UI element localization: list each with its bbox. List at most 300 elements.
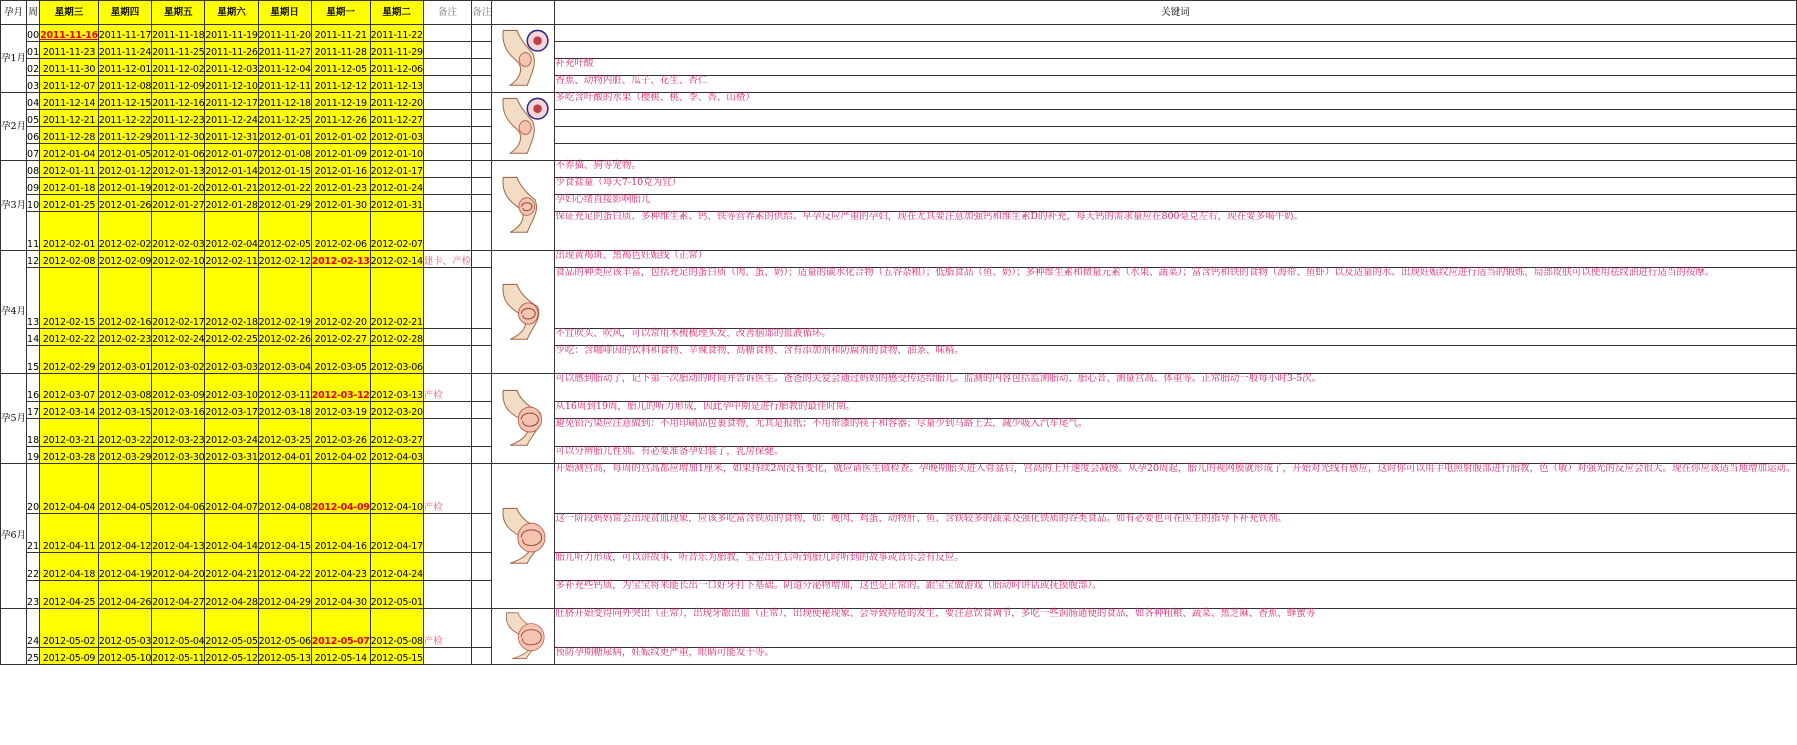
note-cell-2 (472, 581, 492, 609)
date-cell: 2011-12-16 (152, 93, 205, 110)
date-cell: 2012-02-06 (311, 212, 370, 251)
date-cell: 2011-12-03 (205, 59, 258, 76)
week-row (1, 329, 1797, 346)
week-number: 20 (27, 464, 40, 514)
date-cell: 2012-03-21 (40, 419, 99, 447)
date-cell: 2012-05-07 (311, 609, 370, 648)
keyword-cell (555, 144, 1796, 161)
illustration-cell (492, 251, 555, 374)
note-cell-2 (472, 329, 492, 346)
note-cell-2 (472, 251, 492, 268)
note-cell (423, 42, 472, 59)
note-cell-2 (472, 402, 492, 419)
month-label: 孕5月 (1, 374, 27, 464)
date-cell: 2011-12-12 (311, 76, 370, 93)
week-number: 24 (27, 609, 40, 648)
header-thu: 星期四 (98, 1, 151, 25)
date-cell: 2012-04-17 (370, 514, 423, 553)
date-cell: 2011-12-11 (258, 76, 311, 93)
week-number: 05 (27, 110, 40, 127)
keyword-cell: 这一阶段妈妈常会出现贫血现象，应该多吃富含铁质的食物，如：瘦肉、鸡蛋、动物肝、鱼、含铁较多的蔬菜及强化铁质的谷类食品。如有必要也可在医生的指导下补充铁剂。 (555, 514, 1796, 553)
note-cell-2 (472, 374, 492, 402)
date-cell: 2012-02-23 (98, 329, 151, 346)
date-cell: 2012-02-10 (152, 251, 205, 268)
date-cell: 2012-01-31 (370, 195, 423, 212)
date-cell: 2012-05-06 (258, 609, 311, 648)
date-cell: 2012-01-21 (205, 178, 258, 195)
note-cell (423, 178, 472, 195)
keyword-cell: 胎儿听力形成，可以讲故事，听音乐为胎教，宝宝出生后听到胎儿时听到的故事或音乐会有反应。 (555, 553, 1796, 581)
date-cell: 2012-03-30 (152, 447, 205, 464)
week-row (1, 514, 1797, 553)
date-cell: 2011-11-21 (311, 25, 370, 42)
date-cell: 2012-02-05 (258, 212, 311, 251)
date-cell: 2012-05-11 (152, 648, 205, 665)
date-cell: 2012-04-30 (311, 581, 370, 609)
note-cell (423, 25, 472, 42)
keyword-cell: 避免铅污染应注意做到：不用印刷品包裹食物，尤其是报纸；不用带漆的筷子和容器；尽量少到马路上去，减少吸入汽车尾气。 (555, 419, 1796, 447)
note-cell: 产检 (423, 464, 472, 514)
week-row (1, 76, 1797, 93)
week-row (1, 161, 1797, 178)
date-cell: 2012-04-07 (205, 464, 258, 514)
note-cell (423, 59, 472, 76)
header-sun: 星期日 (258, 1, 311, 25)
date-cell: 2012-05-12 (205, 648, 258, 665)
date-cell: 2012-03-26 (311, 419, 370, 447)
date-cell: 2011-11-28 (311, 42, 370, 59)
note-cell (423, 419, 472, 447)
keyword-cell (555, 25, 1796, 42)
date-cell: 2012-05-01 (370, 581, 423, 609)
date-cell: 2012-04-15 (258, 514, 311, 553)
date-cell: 2012-04-19 (98, 553, 151, 581)
week-row (1, 42, 1797, 59)
week-number: 10 (27, 195, 40, 212)
keyword-cell: 不养猫、狗等宠物。 (555, 161, 1796, 178)
date-cell: 2011-12-19 (311, 93, 370, 110)
keyword-cell: 肚脐开始变得向外突出（正常），出现牙龈出血（正常），出现便秘现象、会导致痔疮的发生，要注意饮食调节，多吃一些润肠通便的食品，如各种粗粮、蔬菜、黑芝麻、香蕉、蜂蜜等 (555, 609, 1796, 648)
date-cell: 2011-12-01 (98, 59, 151, 76)
note-cell-2 (472, 93, 492, 110)
keyword-cell: 孕妇心绪直接影响胎儿 (555, 195, 1796, 212)
date-cell: 2012-02-25 (205, 329, 258, 346)
week-row (1, 419, 1797, 447)
date-cell: 2011-12-04 (258, 59, 311, 76)
header-wed: 星期三 (40, 1, 99, 25)
date-cell: 2011-12-22 (98, 110, 151, 127)
week-row (1, 581, 1797, 609)
header-week: 周 (27, 1, 40, 25)
week-number: 11 (27, 212, 40, 251)
week-number: 18 (27, 419, 40, 447)
date-cell: 2012-04-02 (311, 447, 370, 464)
date-cell: 2012-03-18 (258, 402, 311, 419)
note-cell-2 (472, 648, 492, 665)
note-cell (423, 76, 472, 93)
date-cell: 2012-03-02 (152, 346, 205, 374)
week-number: 04 (27, 93, 40, 110)
keyword-cell: 少食盐量（每天7-10克为宜） (555, 178, 1796, 195)
pregnancy-illustration-month-6 (492, 505, 554, 568)
keyword-cell: 食品的种类应该丰富，包括充足的蛋白质（肉、蛋、奶）；适量的碳水化合物（五谷杂粮）；低脂食品（鱼、奶）；多种维生素和微量元素（水果、蔬菜）；富含钙和铁的食物（海带、鱼虾）以及适量的水。出现妊娠纹应进行适当的锻炼，局部皮肤可以使用祛纹油进行适当的按摩。 (555, 268, 1796, 329)
note-cell-2 (472, 76, 492, 93)
note-cell: 建卡、产检 (423, 251, 472, 268)
date-cell: 2012-04-09 (311, 464, 370, 514)
note-cell-2 (472, 110, 492, 127)
week-number: 01 (27, 42, 40, 59)
month-label: 孕3月 (1, 161, 27, 251)
week-number: 15 (27, 346, 40, 374)
date-cell: 2012-05-02 (40, 609, 99, 648)
week-row (1, 251, 1797, 268)
illustration-cell (492, 609, 555, 665)
illustration-cell (492, 464, 555, 609)
date-cell: 2012-01-04 (40, 144, 99, 161)
date-cell: 2011-12-25 (258, 110, 311, 127)
date-cell: 2012-02-18 (205, 268, 258, 329)
date-cell: 2012-02-03 (152, 212, 205, 251)
date-cell: 2011-12-28 (40, 127, 99, 144)
header-fri: 星期五 (152, 1, 205, 25)
date-cell: 2012-03-12 (311, 374, 370, 402)
week-row (1, 127, 1797, 144)
date-cell: 2011-12-30 (152, 127, 205, 144)
note-cell (423, 329, 472, 346)
keyword-cell (555, 127, 1796, 144)
date-cell: 2011-12-15 (98, 93, 151, 110)
date-cell: 2012-04-23 (311, 553, 370, 581)
date-cell: 2012-03-22 (98, 419, 151, 447)
illustration-cell (492, 161, 555, 251)
illustration-cell (492, 374, 555, 464)
date-cell: 2012-03-06 (370, 346, 423, 374)
date-cell: 2011-12-23 (152, 110, 205, 127)
date-cell: 2012-01-16 (311, 161, 370, 178)
date-cell: 2012-04-18 (40, 553, 99, 581)
week-number: 13 (27, 268, 40, 329)
date-cell: 2012-03-10 (205, 374, 258, 402)
header-tue: 星期二 (370, 1, 423, 25)
week-row (1, 93, 1797, 110)
date-cell: 2012-05-14 (311, 648, 370, 665)
month-label: 孕2月 (1, 93, 27, 161)
date-cell: 2012-01-19 (98, 178, 151, 195)
month-label: 孕1月 (1, 25, 27, 93)
date-cell: 2012-03-11 (258, 374, 311, 402)
header-mon: 星期一 (311, 1, 370, 25)
date-cell: 2012-01-20 (152, 178, 205, 195)
date-cell: 2012-02-17 (152, 268, 205, 329)
note-cell-2 (472, 464, 492, 514)
date-cell: 2012-01-12 (98, 161, 151, 178)
keyword-cell: 可以感到胎动了，记下第一次胎动的时间并告诉医生。爸爸的关爱会通过妈妈的感受传达给胎儿。监测的内容包括监测胎动、胎心音、测量宫高、体重等。正常胎动一般每小时3-5次。 (555, 374, 1796, 402)
note-cell: 产检 (423, 374, 472, 402)
date-cell: 2012-04-04 (40, 464, 99, 514)
note-cell-2 (472, 419, 492, 447)
date-cell: 2012-04-20 (152, 553, 205, 581)
date-cell: 2012-03-08 (98, 374, 151, 402)
week-row (1, 374, 1797, 402)
date-cell: 2012-02-13 (311, 251, 370, 268)
date-cell: 2012-01-23 (311, 178, 370, 195)
date-cell: 2012-03-31 (205, 447, 258, 464)
week-number: 03 (27, 76, 40, 93)
header-month: 孕月 (1, 1, 27, 25)
date-cell: 2012-03-16 (152, 402, 205, 419)
date-cell: 2012-01-24 (370, 178, 423, 195)
date-cell: 2012-02-20 (311, 268, 370, 329)
date-cell: 2012-02-09 (98, 251, 151, 268)
date-cell: 2011-12-08 (98, 76, 151, 93)
date-cell: 2012-04-06 (152, 464, 205, 514)
date-cell: 2012-05-05 (205, 609, 258, 648)
date-cell: 2012-01-28 (205, 195, 258, 212)
date-cell: 2011-11-18 (152, 25, 205, 42)
note-cell-2 (472, 161, 492, 178)
keyword-cell: 从16周到19周，胎儿的听力形成，因此孕中期是进行胎教的最佳时期。 (555, 402, 1796, 419)
date-cell: 2012-03-03 (205, 346, 258, 374)
date-cell: 2012-01-02 (311, 127, 370, 144)
keyword-cell: 开始测宫高，每周的宫高都应增加1厘米，如果持续2周没有变化，就应请医生做检查。孕晚期胎头进入骨盆后，宫高的上升速度会减慢。从孕20周起，胎儿的视网膜就形成了，开始对光线有感应，这时你可以用手电照射腹部进行胎教，色（敏）对强光的反应会很大。现在你应该适当地增加运动。 (555, 464, 1796, 514)
date-cell: 2011-11-24 (98, 42, 151, 59)
date-cell: 2012-03-20 (370, 402, 423, 419)
date-cell: 2012-04-10 (370, 464, 423, 514)
note-cell (423, 195, 472, 212)
date-cell: 2012-01-30 (311, 195, 370, 212)
week-row (1, 648, 1797, 665)
header-row (1, 1, 1797, 25)
week-number: 07 (27, 144, 40, 161)
date-cell: 2012-04-25 (40, 581, 99, 609)
date-cell: 2012-03-28 (40, 447, 99, 464)
date-cell: 2012-03-29 (98, 447, 151, 464)
date-cell: 2011-11-17 (98, 25, 151, 42)
date-cell: 2011-12-26 (311, 110, 370, 127)
note-cell (423, 581, 472, 609)
week-row (1, 402, 1797, 419)
header-note-1: 备注 (423, 1, 472, 25)
date-cell: 2012-01-08 (258, 144, 311, 161)
pregnancy-illustration-month-4 (492, 281, 554, 344)
week-number: 16 (27, 374, 40, 402)
date-cell: 2012-02-08 (40, 251, 99, 268)
date-cell: 2012-02-07 (370, 212, 423, 251)
date-cell: 2012-02-22 (40, 329, 99, 346)
date-cell: 2012-03-09 (152, 374, 205, 402)
date-cell: 2012-05-09 (40, 648, 99, 665)
date-cell: 2012-03-15 (98, 402, 151, 419)
note-cell (423, 402, 472, 419)
keyword-cell: 预防孕期糖尿病，妊娠纹更严重，眼睛可能发干等。 (555, 648, 1796, 665)
week-number: 09 (27, 178, 40, 195)
date-cell: 2012-04-14 (205, 514, 258, 553)
date-cell: 2012-05-15 (370, 648, 423, 665)
date-cell: 2011-12-21 (40, 110, 99, 127)
week-number: 14 (27, 329, 40, 346)
week-number: 21 (27, 514, 40, 553)
date-cell: 2012-04-11 (40, 514, 99, 553)
note-cell-2 (472, 268, 492, 329)
keyword-cell: 可以分辨胎儿性别。有必要准备孕妇装了，乳房保健。 (555, 447, 1796, 464)
illustration-cell (492, 25, 555, 93)
date-cell: 2012-04-24 (370, 553, 423, 581)
week-number: 23 (27, 581, 40, 609)
date-cell: 2012-04-08 (258, 464, 311, 514)
keyword-cell: 少吃：含咖啡因的饮料和食物、辛辣食物、高糖食物、含有添加剂和防腐剂的食物、油条、味精。 (555, 346, 1796, 374)
week-number: 22 (27, 553, 40, 581)
date-cell: 2012-04-28 (205, 581, 258, 609)
week-row (1, 609, 1797, 648)
date-cell: 2012-02-24 (152, 329, 205, 346)
date-cell: 2012-04-21 (205, 553, 258, 581)
date-cell: 2011-11-26 (205, 42, 258, 59)
date-cell: 2012-03-24 (205, 419, 258, 447)
week-row (1, 25, 1797, 42)
month-label (1, 609, 27, 665)
note-cell (423, 553, 472, 581)
note-cell-2 (472, 59, 492, 76)
date-cell: 2012-02-04 (205, 212, 258, 251)
keyword-cell (555, 110, 1796, 127)
month-label: 孕4月 (1, 251, 27, 374)
date-cell: 2012-03-05 (311, 346, 370, 374)
date-cell: 2012-02-16 (98, 268, 151, 329)
date-cell: 2012-02-26 (258, 329, 311, 346)
date-cell: 2011-12-17 (205, 93, 258, 110)
note-cell-2 (472, 346, 492, 374)
date-cell: 2012-03-14 (40, 402, 99, 419)
header-image (492, 1, 555, 25)
week-row (1, 212, 1797, 251)
week-row (1, 464, 1797, 514)
date-cell: 2012-03-17 (205, 402, 258, 419)
date-cell: 2012-02-19 (258, 268, 311, 329)
note-cell-2 (472, 42, 492, 59)
date-cell: 2011-12-09 (152, 76, 205, 93)
week-number: 02 (27, 59, 40, 76)
date-cell: 2011-12-07 (40, 76, 99, 93)
note-cell-2 (472, 212, 492, 251)
pregnancy-illustration-month-1-2 (492, 95, 554, 158)
note-cell (423, 447, 472, 464)
date-cell: 2012-03-19 (311, 402, 370, 419)
date-cell: 2012-02-01 (40, 212, 99, 251)
pregnancy-illustration-month-1-2 (492, 27, 554, 90)
date-cell: 2012-04-29 (258, 581, 311, 609)
note-cell-2 (472, 553, 492, 581)
date-cell: 2011-11-29 (370, 42, 423, 59)
date-cell: 2012-04-12 (98, 514, 151, 553)
date-cell: 2011-11-30 (40, 59, 99, 76)
date-cell: 2011-12-05 (311, 59, 370, 76)
week-number: 06 (27, 127, 40, 144)
date-cell: 2012-05-04 (152, 609, 205, 648)
date-cell: 2012-04-01 (258, 447, 311, 464)
date-cell: 2012-01-18 (40, 178, 99, 195)
date-cell: 2012-03-07 (40, 374, 99, 402)
note-cell-2 (472, 195, 492, 212)
note-cell-2 (472, 609, 492, 648)
header-note-2: 备注 (472, 1, 492, 25)
date-cell: 2012-03-13 (370, 374, 423, 402)
note-cell (423, 268, 472, 329)
date-cell: 2012-04-26 (98, 581, 151, 609)
pregnancy-illustration-month-3 (492, 174, 554, 237)
note-cell-2 (472, 514, 492, 553)
date-cell: 2011-11-27 (258, 42, 311, 59)
date-cell: 2012-04-16 (311, 514, 370, 553)
note-cell-2 (472, 127, 492, 144)
date-cell: 2012-05-10 (98, 648, 151, 665)
date-cell: 2012-03-23 (152, 419, 205, 447)
date-cell: 2012-03-27 (370, 419, 423, 447)
week-row (1, 195, 1797, 212)
week-row (1, 110, 1797, 127)
date-cell: 2012-02-15 (40, 268, 99, 329)
date-cell: 2012-01-15 (258, 161, 311, 178)
illustration-cell (492, 93, 555, 161)
date-cell: 2012-05-08 (370, 609, 423, 648)
note-cell (423, 144, 472, 161)
week-row (1, 59, 1797, 76)
keyword-cell: 多补充些钙质，为宝宝将来能长出一口好牙打下基础。阴道分泌物增加，这也是正常的。跟宝宝做游戏（胎动时讲话或抚摸腹部）。 (555, 581, 1796, 609)
keyword-cell: 不宜吹头、吹风，可以常用木梳梳理头发，改善脑部的血液循环。 (555, 329, 1796, 346)
note-cell (423, 648, 472, 665)
keyword-cell: 保证充足的蛋白质、多种维生素、钙、铁等营养素的供给。早孕反应严重的孕妇，现在尤其要注意加强钙和维生素D的补充，每天钙的需求量应在800毫克左右，现在要多喝牛奶。 (555, 212, 1796, 251)
date-cell: 2012-04-27 (152, 581, 205, 609)
keyword-cell: 香蕉、动物内脏、瓜子、花生、杏仁 (555, 76, 1796, 93)
week-number: 17 (27, 402, 40, 419)
date-cell: 2011-12-31 (205, 127, 258, 144)
date-cell: 2012-03-04 (258, 346, 311, 374)
date-cell: 2011-11-22 (370, 25, 423, 42)
date-cell: 2011-12-13 (370, 76, 423, 93)
week-number: 19 (27, 447, 40, 464)
date-cell: 2011-11-23 (40, 42, 99, 59)
note-cell-2 (472, 144, 492, 161)
note-cell (423, 212, 472, 251)
week-number: 12 (27, 251, 40, 268)
note-cell (423, 514, 472, 553)
pregnancy-illustration-month-5 (492, 387, 554, 450)
week-number: 25 (27, 648, 40, 665)
note-cell (423, 346, 472, 374)
note-cell (423, 110, 472, 127)
date-cell: 2012-02-11 (205, 251, 258, 268)
week-row (1, 346, 1797, 374)
note-cell (423, 93, 472, 110)
date-cell: 2011-12-02 (152, 59, 205, 76)
header-keyword: 关键词 (555, 1, 1796, 25)
date-cell: 2012-01-29 (258, 195, 311, 212)
date-cell: 2012-02-28 (370, 329, 423, 346)
date-cell: 2011-12-27 (370, 110, 423, 127)
note-cell (423, 161, 472, 178)
date-cell: 2012-03-01 (98, 346, 151, 374)
date-cell: 2012-02-12 (258, 251, 311, 268)
date-cell: 2012-01-17 (370, 161, 423, 178)
date-cell: 2012-04-05 (98, 464, 151, 514)
date-cell: 2012-01-09 (311, 144, 370, 161)
keyword-cell: 补充叶酸 (555, 59, 1796, 76)
date-cell: 2011-12-24 (205, 110, 258, 127)
date-cell: 2012-03-25 (258, 419, 311, 447)
note-cell-2 (472, 25, 492, 42)
date-cell: 2012-01-11 (40, 161, 99, 178)
note-cell (423, 127, 472, 144)
date-cell: 2011-12-29 (98, 127, 151, 144)
